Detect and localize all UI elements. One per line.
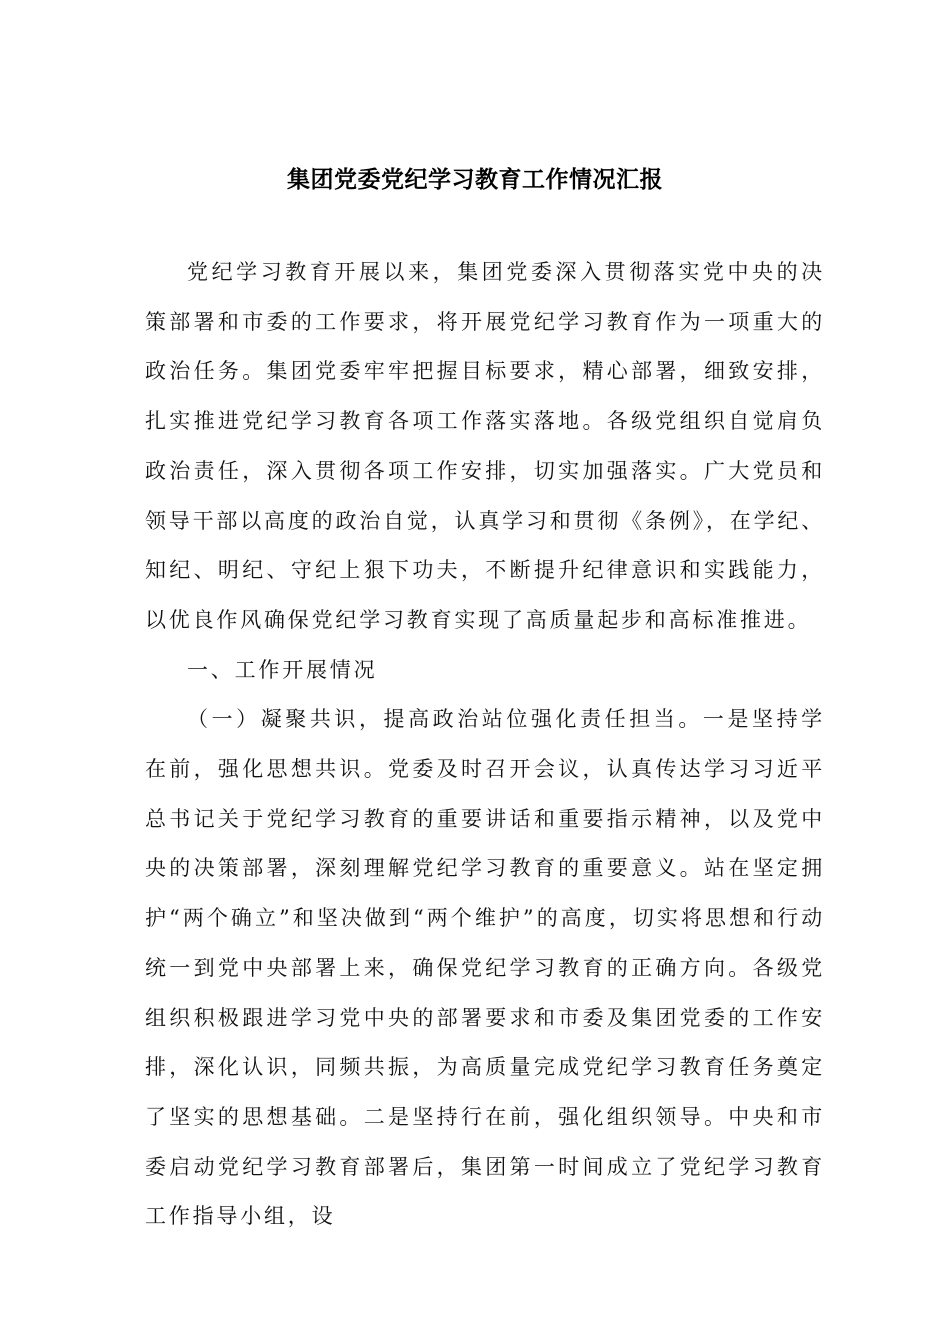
section-heading: 一、工作开展情况 (187, 657, 378, 682)
document-title: 集团党委党纪学习教育工作情况汇报 (287, 166, 663, 193)
section-paragraph: （一）凝聚共识，提高政治站位强化责任担当。一是坚持学在前，强化思想共识。党委及时召开会议，认真传达学习习近平总书记关于党纪学习教育的重要讲话和重要指示精神，以及党中央的决策部署，深刻理解党纪学习教育的重要意义。站在坚定拥护“两个确立”和坚决做到“两个维护”的高度，切实将思想和行动统一到党中央部署上来，确保党纪学习教育的正确方向。各级党组织积极跟进学习党中央的部署要求和市委及集团党委的工作安排，深化认识，同频共振，为高质量完成党纪学习教育任务奠定了坚实的思想基础。二是坚持行在前，强化组织领导。中央和市委启动党纪学习教育部署后，集团第一时间成立了党纪学习教育工作指导小组，设 (145, 707, 825, 1229)
intro-paragraph: 党纪学习教育开展以来，集团党委深入贯彻落实党中央的决策部署和市委的工作要求，将开展党纪学习教育作为一项重大的政治任务。集团党委牢牢把握目标要求，精心部署，细致安排，扎实推进党纪学习教育各项工作落实落地。各级党组织自觉肩负政治责任，深入贯彻各项工作安排，切实加强落实。广大党员和领导干部以高度的政治自觉，认真学习和贯彻《条例》，在学纪、知纪、明纪、守纪上狠下功夫，不断提升纪律意识和实践能力，以优良作风确保党纪学习教育实现了高质量起步和高标准推进。 (145, 260, 825, 632)
document-body (145, 248, 825, 1242)
